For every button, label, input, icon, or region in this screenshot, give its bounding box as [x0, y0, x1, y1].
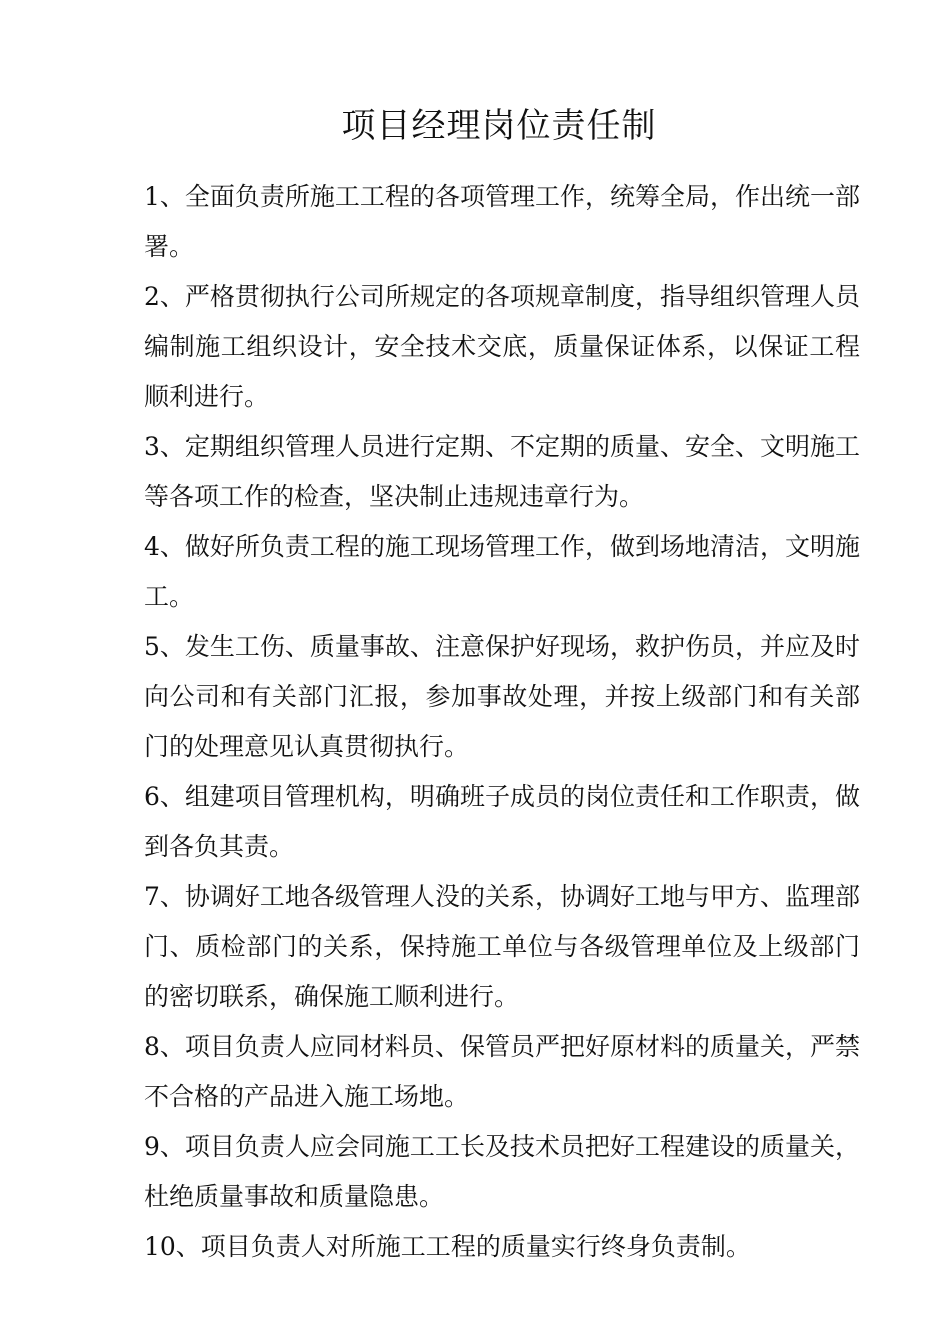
- responsibility-item-8: 8、项目负责人应同材料员、保管员严把好原材料的质量关，严禁不合格的产品进入施工场地。: [144, 1032, 860, 1111]
- responsibility-item-4: 4、做好所负责工程的施工现场管理工作，做到场地清洁，文明施工。: [144, 532, 860, 611]
- responsibility-item-9: 9、项目负责人应会同施工工长及技术员把好工程建设的质量关，杜绝质量事故和质量隐患。: [144, 1132, 860, 1211]
- responsibility-item-5: 5、发生工伤、质量事故、注意保护好现场，救护伤员，并应及时向公司和有关部门汇报，参加事故处理，并按上级部门和有关部门的处理意见认真贯彻执行。: [144, 632, 860, 761]
- responsibility-item-2: 2、严格贯彻执行公司所规定的各项规章制度，指导组织管理人员编制施工组织设计，安全技术交底，质量保证体系，以保证工程顺利进行。: [144, 282, 860, 411]
- responsibility-item-1: 1、全面负责所施工工程的各项管理工作，统筹全局，作出统一部署。: [144, 182, 860, 261]
- responsibility-item-6: 6、组建项目管理机构，明确班子成员的岗位责任和工作职责，做到各负其责。: [144, 782, 860, 861]
- responsibility-item-3: 3、定期组织管理人员进行定期、不定期的质量、安全、文明施工等各项工作的检查，坚决制止违规违章行为。: [144, 432, 860, 511]
- responsibility-item-10: 10、项目负责人对所施工工程的质量实行终身负责制。: [144, 1232, 751, 1261]
- responsibility-item-7: 7、协调好工地各级管理人没的关系，协调好工地与甲方、监理部门、质检部门的关系，保持施工单位与各级管理单位及上级部门的密切联系，确保施工顺利进行。: [144, 882, 860, 1011]
- responsibility-list: [144, 172, 860, 1272]
- document-title: 项目经理岗位责任制: [341, 106, 657, 146]
